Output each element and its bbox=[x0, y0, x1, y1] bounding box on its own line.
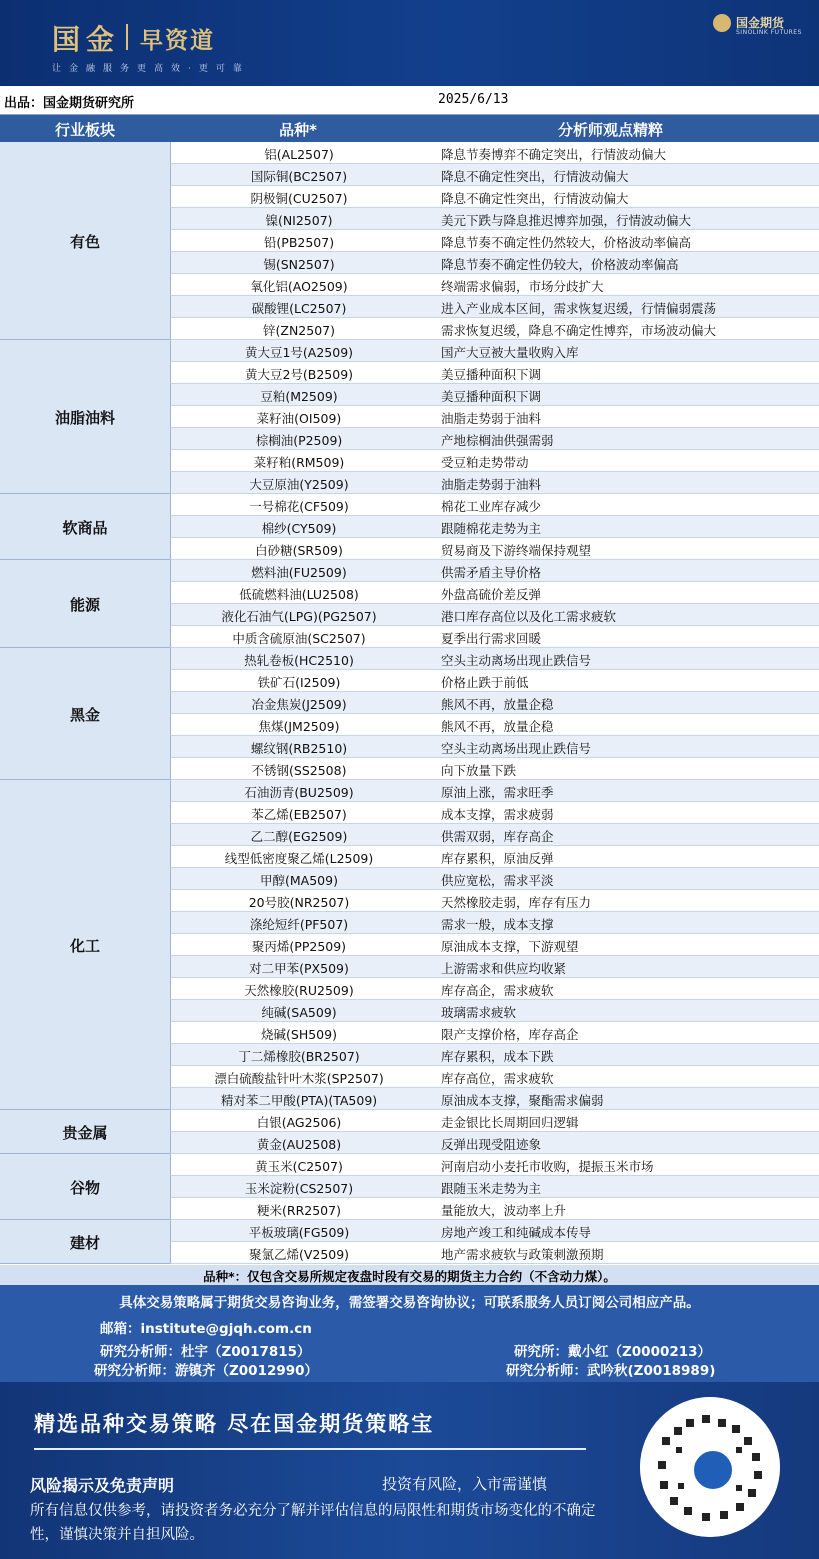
view-cell: 原油成本支撑，聚酯需求偏弱 bbox=[441, 1093, 604, 1108]
variety-cell: 液化石油气(LPG)(PG2507) bbox=[221, 609, 377, 624]
table-row bbox=[170, 1110, 819, 1132]
view-cell: 价格止跌于前低 bbox=[441, 675, 529, 690]
view-cell: 地产需求疲软与政策刺激预期 bbox=[441, 1247, 604, 1262]
column-sector: 行业板块 bbox=[54, 121, 115, 139]
view-cell: 库存累积，成本下跌 bbox=[441, 1049, 554, 1064]
table-row bbox=[170, 1242, 819, 1264]
variety-cell: 螺纹钢(RB2510) bbox=[250, 741, 348, 756]
variety-cell: 棉纱(CY509) bbox=[261, 521, 337, 536]
sector-cell bbox=[0, 494, 170, 560]
variety-cell: 热轧卷板(HC2510) bbox=[244, 653, 354, 668]
view-cell: 贸易商及下游终端保持观望 bbox=[441, 543, 592, 558]
view-cell: 熊风不再，放量企稳 bbox=[441, 719, 554, 734]
table-row bbox=[170, 208, 819, 230]
sector-cell bbox=[0, 560, 170, 648]
table-row bbox=[170, 494, 819, 516]
table-row bbox=[170, 560, 819, 582]
sector-label: 有色 bbox=[69, 233, 100, 251]
analyst-wu-yinqiu: 研究分析师：武吟秋(Z0018989) bbox=[506, 1363, 716, 1379]
table-row bbox=[170, 340, 819, 362]
variety-cell: 玉米淀粉(CS2507) bbox=[244, 1181, 354, 1196]
variety-cell: 锡(SN2507) bbox=[263, 257, 335, 272]
variety-cell: 国际铜(BC2507) bbox=[250, 169, 348, 184]
view-cell: 原油成本支撑，下游观望 bbox=[441, 939, 579, 954]
table-row bbox=[170, 274, 819, 296]
company-logo-name: 国金期货 bbox=[736, 16, 785, 30]
sector-cell bbox=[0, 648, 170, 780]
table-row bbox=[170, 1022, 819, 1044]
variety-cell: 铁矿石(I2509) bbox=[257, 675, 341, 690]
column-view: 分析师观点精粹 bbox=[558, 121, 664, 139]
sector-label: 黑金 bbox=[69, 706, 100, 724]
table-row bbox=[170, 1154, 819, 1176]
table-row bbox=[170, 934, 819, 956]
contact-block bbox=[0, 1315, 819, 1382]
sector-label: 能源 bbox=[69, 596, 100, 614]
variety-cell: 镍(NI2507) bbox=[265, 213, 333, 228]
view-cell: 库存高位，需求疲软 bbox=[441, 1071, 554, 1086]
view-cell: 降息节奏博弈不确定突出，行情波动偏大 bbox=[441, 147, 667, 162]
variety-cell: 一号棉花(CF509) bbox=[249, 499, 349, 514]
variety-cell: 涤纶短纤(PF507) bbox=[249, 917, 349, 932]
view-cell: 向下放量下跌 bbox=[441, 763, 517, 778]
view-cell: 美豆播种面积下调 bbox=[441, 367, 542, 382]
table-row bbox=[170, 1132, 819, 1154]
risk-warning: 投资有风险，入市需谨慎 bbox=[382, 1475, 548, 1493]
variety-cell: 碳酸锂(LC2507) bbox=[251, 301, 347, 316]
variety-cell: 大豆原油(Y2509) bbox=[249, 477, 349, 492]
variety-cell: 20号胶(NR2507) bbox=[248, 895, 350, 910]
view-cell: 量能放大，波动率上升 bbox=[441, 1203, 567, 1218]
table-row bbox=[170, 670, 819, 692]
table-row bbox=[170, 230, 819, 252]
view-cell: 供需矛盾主导价格 bbox=[441, 565, 542, 580]
view-cell: 空头主动离场出现止跌信号 bbox=[441, 741, 592, 756]
table-row bbox=[170, 1044, 819, 1066]
view-cell: 受豆粕走势带动 bbox=[441, 455, 529, 470]
variety-cell: 石油沥青(BU2509) bbox=[244, 785, 354, 800]
sector-label: 化工 bbox=[69, 937, 100, 955]
header-banner bbox=[0, 0, 819, 86]
view-cell: 需求恢复迟缓，降息不确定性博弈，市场波动偏大 bbox=[441, 323, 717, 338]
view-cell: 天然橡胶走弱，库存有压力 bbox=[441, 895, 592, 910]
variety-cell: 铝(AL2507) bbox=[264, 147, 334, 162]
view-cell: 国产大豆被大量收购入库 bbox=[441, 345, 579, 360]
report-date: 2025/6/13 bbox=[438, 92, 509, 107]
variety-cell: 白砂糖(SR509) bbox=[255, 543, 343, 558]
variety-cell: 燃料油(FU2509) bbox=[251, 565, 347, 580]
table-row bbox=[170, 1000, 819, 1022]
table-row bbox=[170, 648, 819, 670]
table-row bbox=[170, 912, 819, 934]
product-name: 早资道 bbox=[140, 28, 215, 54]
table-row bbox=[170, 582, 819, 604]
banner-slogan: 精选品种交易策略 尽在国金期货策略宝 bbox=[34, 1412, 435, 1436]
sector-cell bbox=[0, 142, 170, 340]
view-cell: 河南启动小麦托市收购，提振玉米市场 bbox=[441, 1159, 654, 1174]
variety-cell: 甲醇(MA509) bbox=[260, 873, 338, 888]
view-cell: 原油上涨，需求旺季 bbox=[441, 785, 554, 800]
view-cell: 房地产竣工和纯碱成本传导 bbox=[441, 1225, 592, 1240]
variety-cell: 不锈钢(SS2508) bbox=[251, 763, 347, 778]
table-row bbox=[170, 626, 819, 648]
view-cell: 供需双弱，库存高企 bbox=[441, 829, 554, 844]
view-cell: 空头主动离场出现止跌信号 bbox=[441, 653, 592, 668]
variety-cell: 棕榈油(P2509) bbox=[255, 433, 343, 448]
table-row bbox=[170, 978, 819, 1000]
info-row bbox=[0, 86, 819, 115]
company-logo-icon bbox=[713, 14, 731, 32]
table-row bbox=[170, 868, 819, 890]
brand-title: 国金 bbox=[52, 23, 121, 56]
table-row bbox=[170, 450, 819, 472]
variety-cell: 锌(ZN2507) bbox=[263, 323, 335, 338]
header-slogan: 让金融服务更高效·更可靠 bbox=[52, 64, 250, 74]
variety-cell: 精对苯二甲酸(PTA)(TA509) bbox=[220, 1093, 378, 1108]
variety-cell: 烧碱(SH509) bbox=[261, 1027, 337, 1042]
view-cell: 库存高企，需求疲软 bbox=[441, 983, 554, 998]
view-cell: 库存累积，原油反弹 bbox=[441, 851, 554, 866]
view-cell: 油脂走势弱于油料 bbox=[441, 411, 542, 426]
view-cell: 降息不确定性突出，行情波动偏大 bbox=[441, 169, 629, 184]
variety-cell: 丁二烯橡胶(BR2507) bbox=[238, 1049, 360, 1064]
table-row bbox=[170, 1176, 819, 1198]
view-cell: 走金银比长周期回归逻辑 bbox=[441, 1115, 579, 1130]
table-row bbox=[170, 142, 819, 164]
variety-cell: 菜籽油(OI509) bbox=[256, 411, 342, 426]
analyst-you-zhenqi: 研究分析师：游镇齐（Z0012990） bbox=[94, 1363, 319, 1379]
variety-cell: 焦煤(JM2509) bbox=[258, 719, 340, 734]
table-row bbox=[170, 428, 819, 450]
view-cell: 棉花工业库存减少 bbox=[441, 499, 542, 514]
sector-cell bbox=[0, 1220, 170, 1264]
variety-cell: 铅(PB2507) bbox=[263, 235, 335, 250]
view-cell: 降息不确定性突出，行情波动偏大 bbox=[441, 191, 629, 206]
sector-cell bbox=[0, 1154, 170, 1220]
view-cell: 跟随棉花走势为主 bbox=[441, 521, 542, 536]
variety-cell: 菜籽粕(RM509) bbox=[253, 455, 345, 470]
table-row bbox=[170, 692, 819, 714]
column-variety: 品种* bbox=[279, 121, 317, 139]
table-row bbox=[170, 362, 819, 384]
variety-cell: 黄金(AU2508) bbox=[256, 1137, 342, 1152]
view-cell: 美豆播种面积下调 bbox=[441, 389, 542, 404]
view-cell: 成本支撑，需求疲弱 bbox=[441, 807, 554, 822]
table-row bbox=[170, 296, 819, 318]
footnote: 品种*：仅包含交易所规定夜盘时段有交易的期货主力合约（不含动力煤）。 bbox=[0, 1265, 819, 1285]
view-cell: 上游需求和供应均收紧 bbox=[441, 961, 567, 976]
variety-cell: 黄大豆2号(B2509) bbox=[244, 367, 354, 382]
view-cell: 降息节奏不确定性仍较大，价格波动率偏高 bbox=[441, 257, 679, 272]
variety-cell: 苯乙烯(EB2507) bbox=[251, 807, 347, 822]
variety-cell: 黄大豆1号(A2509) bbox=[244, 345, 354, 360]
sector-label: 建材 bbox=[69, 1234, 100, 1252]
view-cell: 熊风不再，放量企稳 bbox=[441, 697, 554, 712]
consulting-notice: 具体交易策略属于期货交易咨询业务，需签署交易咨询协议；可联系服务人员订阅公司相应产品。 bbox=[0, 1285, 819, 1315]
banner-divider bbox=[34, 1448, 586, 1450]
analyst-du-yu: 研究分析师：杜宇（Z0017815） bbox=[100, 1344, 311, 1360]
table-row bbox=[170, 1220, 819, 1242]
variety-cell: 粳米(RR2507) bbox=[257, 1203, 341, 1218]
variety-cell: 氧化铝(AO2509) bbox=[250, 279, 348, 294]
view-cell: 夏季出行需求回暖 bbox=[441, 631, 542, 646]
view-cell: 跟随玉米走势为主 bbox=[441, 1181, 542, 1196]
table-header bbox=[0, 115, 819, 142]
variety-cell: 平板玻璃(FG509) bbox=[248, 1225, 350, 1240]
variety-cell: 线型低密度聚乙烯(L2509) bbox=[224, 851, 374, 866]
table-row bbox=[170, 956, 819, 978]
table-row bbox=[170, 164, 819, 186]
table-row bbox=[170, 736, 819, 758]
table-row bbox=[170, 824, 819, 846]
research-director: 研究所：戴小红（Z0000213） bbox=[514, 1344, 712, 1360]
table-row bbox=[170, 780, 819, 802]
sector-label: 软商品 bbox=[62, 519, 108, 537]
variety-cell: 豆粕(M2509) bbox=[260, 389, 338, 404]
table-row bbox=[170, 1088, 819, 1110]
variety-cell: 白银(AG2506) bbox=[256, 1115, 342, 1130]
sector-label: 油脂油料 bbox=[54, 409, 115, 427]
sector-label: 谷物 bbox=[69, 1179, 100, 1197]
publisher: 出品：国金期货研究所 bbox=[4, 96, 135, 111]
variety-cell: 聚丙烯(PP2509) bbox=[251, 939, 347, 954]
table-row bbox=[170, 846, 819, 868]
table-row bbox=[170, 516, 819, 538]
view-cell: 限产支撑价格，库存高企 bbox=[441, 1027, 579, 1042]
table-row bbox=[170, 186, 819, 208]
view-cell: 需求一般，成本支撑 bbox=[441, 917, 554, 932]
variety-cell: 低硫燃料油(LU2508) bbox=[239, 587, 359, 602]
view-cell: 油脂走势弱于油料 bbox=[441, 477, 542, 492]
table-row bbox=[170, 472, 819, 494]
variety-cell: 黄玉米(C2507) bbox=[255, 1159, 343, 1174]
brand-divider bbox=[126, 24, 128, 50]
sector-cell bbox=[0, 780, 170, 1110]
table-row bbox=[170, 252, 819, 274]
table-row bbox=[170, 538, 819, 560]
table-row bbox=[170, 802, 819, 824]
variety-cell: 纯碱(SA509) bbox=[261, 1005, 337, 1020]
risk-title: 风险揭示及免责声明 bbox=[30, 1476, 175, 1495]
variety-cell: 冶金焦炭(J2509) bbox=[251, 697, 347, 712]
view-cell: 美元下跌与降息推迟博弈加强，行情波动偏大 bbox=[441, 213, 692, 228]
table-row bbox=[170, 318, 819, 340]
variety-cell: 乙二醇(EG2509) bbox=[250, 829, 348, 844]
variety-cell: 中质含硫原油(SC2507) bbox=[232, 631, 366, 646]
variety-cell: 天然橡胶(RU2509) bbox=[244, 983, 354, 998]
contact-email: 邮箱：institute@gjqh.com.cn bbox=[100, 1321, 312, 1337]
sector-label: 贵金属 bbox=[62, 1124, 108, 1142]
view-cell: 降息节奏不确定性仍然较大，价格波动率偏高 bbox=[441, 235, 692, 250]
footer-banner bbox=[0, 1382, 819, 1559]
table-row bbox=[170, 758, 819, 780]
variety-cell: 阴极铜(CU2507) bbox=[250, 191, 348, 206]
company-logo-en: SINOLINK FUTURES bbox=[736, 29, 802, 36]
table-row bbox=[170, 714, 819, 736]
risk-text: 所有信息仅供参考，请投资者务必充分了解并评估信息的局限性和期货市场变化的不确定性，谨慎决策并自担风险。 bbox=[30, 1503, 596, 1543]
sector-cell bbox=[0, 340, 170, 494]
variety-cell: 漂白硫酸盐针叶木浆(SP2507) bbox=[214, 1071, 384, 1086]
view-cell: 产地棕榈油供强需弱 bbox=[441, 433, 554, 448]
view-cell: 外盘高硫价差反弹 bbox=[441, 587, 542, 602]
variety-cell: 对二甲苯(PX509) bbox=[249, 961, 349, 976]
view-cell: 供应宽松，需求平淡 bbox=[441, 873, 554, 888]
table-row bbox=[170, 604, 819, 626]
qr-logo-icon bbox=[691, 1448, 735, 1492]
table-row bbox=[170, 384, 819, 406]
view-cell: 反弹出现受阻迹象 bbox=[441, 1137, 542, 1152]
view-cell: 玻璃需求疲软 bbox=[441, 1005, 517, 1020]
view-cell: 进入产业成本区间，需求恢复迟缓，行情偏弱震荡 bbox=[441, 301, 717, 316]
view-cell: 终端需求偏弱，市场分歧扩大 bbox=[441, 279, 604, 294]
view-cell: 港口库存高位以及化工需求疲软 bbox=[441, 609, 617, 624]
variety-cell: 聚氯乙烯(V2509) bbox=[248, 1247, 350, 1262]
table-row bbox=[170, 1198, 819, 1220]
table-row bbox=[170, 406, 819, 428]
table-row bbox=[170, 1066, 819, 1088]
sector-cell bbox=[0, 1110, 170, 1154]
table-row bbox=[170, 890, 819, 912]
